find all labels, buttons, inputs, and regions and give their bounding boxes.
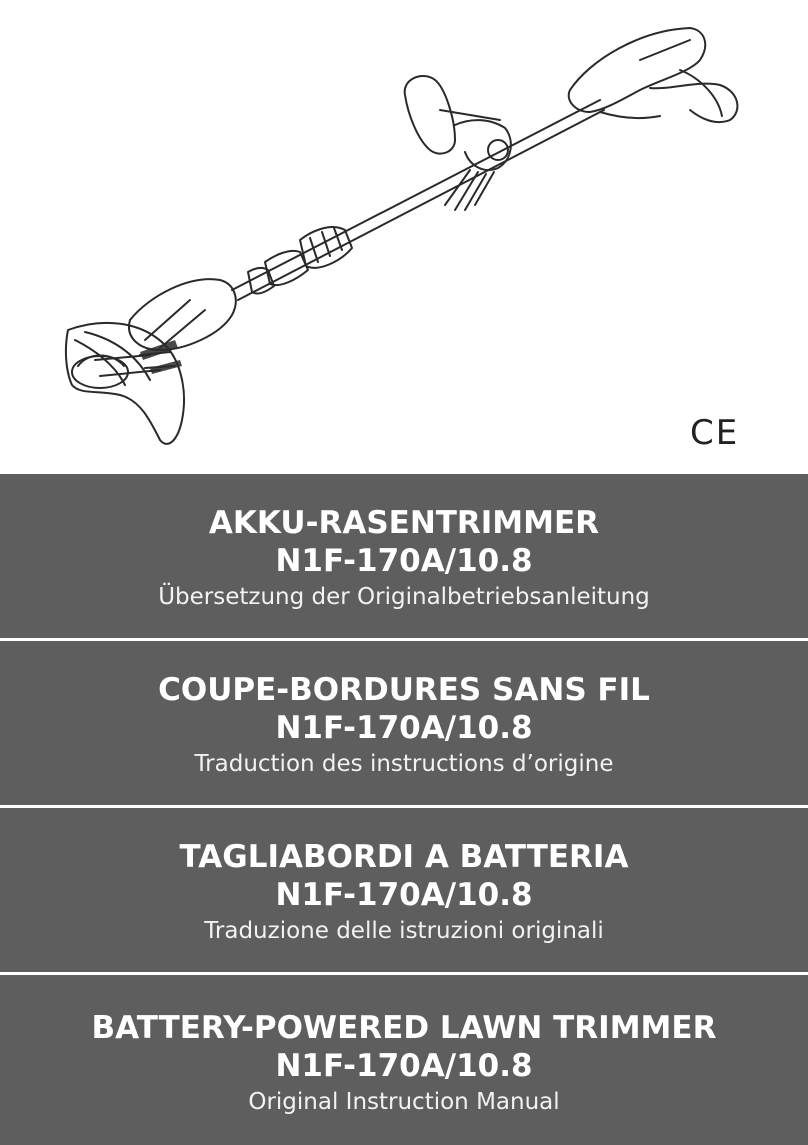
panel-french xyxy=(0,641,808,805)
panel-subtitle: Original Instruction Manual xyxy=(248,1089,560,1115)
panel-title: BATTERY-POWERED LAWN TRIMMER xyxy=(91,1010,717,1046)
ce-mark: CE xyxy=(690,413,740,453)
panel-subtitle: Traduzione delle istruzioni originali xyxy=(204,918,604,944)
title-panels xyxy=(0,474,808,1145)
panel-model: N1F-170A/10.8 xyxy=(275,543,533,579)
panel-subtitle: Übersetzung der Originalbetriebsanleitung xyxy=(158,584,650,610)
panel-title: COUPE-BORDURES SANS FIL xyxy=(158,672,650,708)
panel-german xyxy=(0,474,808,638)
panel-model: N1F-170A/10.8 xyxy=(275,877,533,913)
panel-model: N1F-170A/10.8 xyxy=(275,710,533,746)
product-illustration xyxy=(0,0,808,472)
panel-italian xyxy=(0,808,808,972)
panel-english xyxy=(0,975,808,1145)
panel-model: N1F-170A/10.8 xyxy=(275,1048,533,1084)
panel-subtitle: Traduction des instructions d’origine xyxy=(194,751,614,777)
panel-title: TAGLIABORDI A BATTERIA xyxy=(179,839,629,875)
lawn-trimmer-sketch xyxy=(0,0,808,472)
panel-title: AKKU-RASENTRIMMER xyxy=(208,505,600,541)
